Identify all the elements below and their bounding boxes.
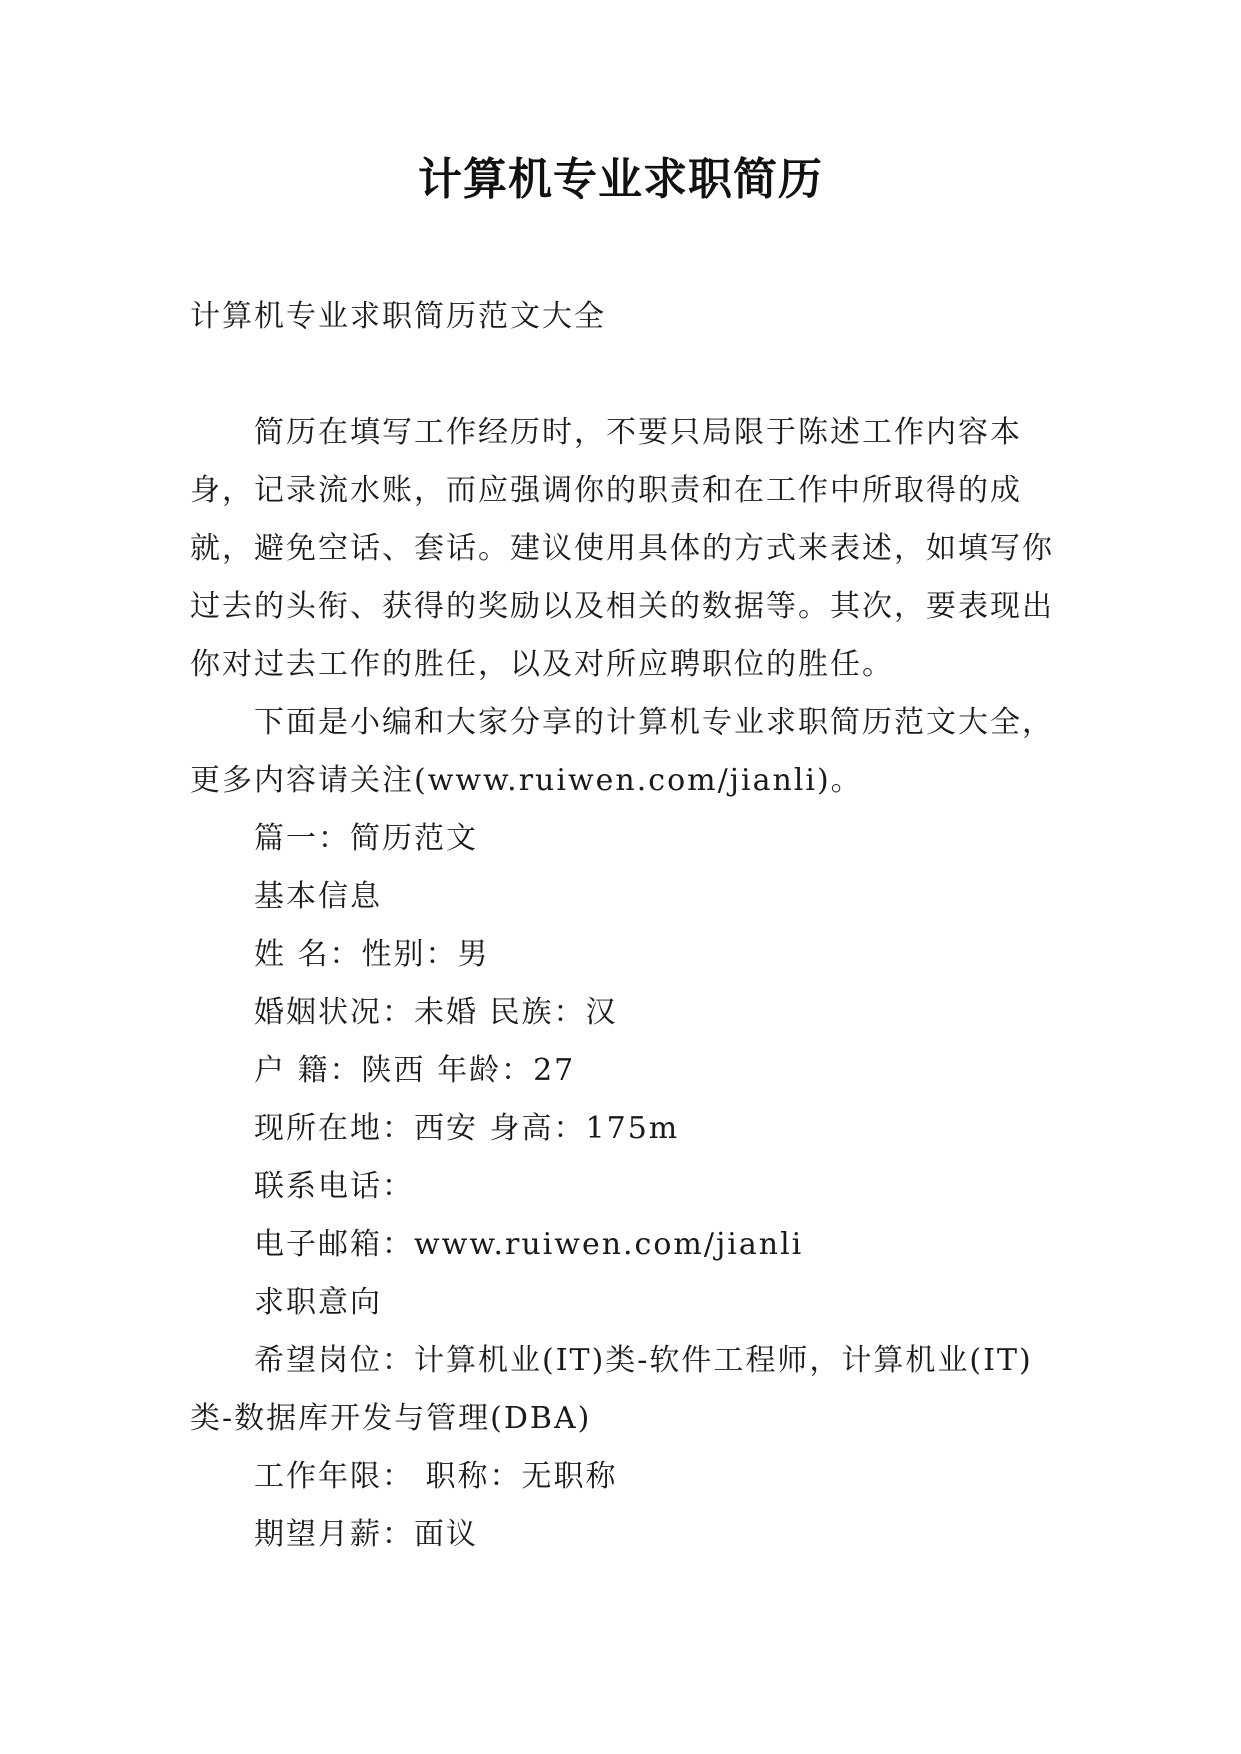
hukou-age-line: 户 籍：陕西 年龄：27 xyxy=(254,1053,576,1088)
desired-position-paragraph: 希望岗位：计算机业(IT)类-软件工程师，计算机业(IT)类-数据库开发与管理(DBA) xyxy=(190,1343,1033,1436)
document-subtitle: 计算机专业求职简历范文大全 xyxy=(190,299,606,334)
name-gender-line: 姓 名：性别：男 xyxy=(254,937,490,972)
expected-salary-line: 期望月薪：面议 xyxy=(254,1517,478,1552)
marital-ethnicity-line: 婚姻状况：未婚 民族：汉 xyxy=(254,995,618,1030)
email-line: 电子邮箱：www.ruiwen.com/jianli xyxy=(254,1227,804,1262)
location-height-line: 现所在地：西安 身高：175m xyxy=(254,1111,680,1146)
phone-line: 联系电话： xyxy=(254,1169,414,1204)
intro-paragraph: 简历在填写工作经历时，不要只局限于陈述工作内容本身，记录流水账，而应强调你的职责和在工作中所取得的成就，避免空话、套话。建议使用具体的方式来表述，如填写你过去的头衔、获得的奖励以及相关的数据等。其次，要表现出你对过去工作的胜任，以及对所应聘职位的胜任。 xyxy=(190,415,1054,682)
document-title: 计算机专业求职简历 xyxy=(418,154,823,205)
job-intention-heading: 求职意向 xyxy=(254,1285,382,1320)
share-paragraph: 下面是小编和大家分享的计算机专业求职简历范文大全，更多内容请关注(www.ruiwen.com/jianli)。 xyxy=(190,705,1054,798)
basic-info-heading: 基本信息 xyxy=(254,879,382,914)
section-label: 篇一：简历范文 xyxy=(254,821,478,856)
document-body xyxy=(190,288,1055,1564)
work-years-title-line: 工作年限： 职称：无职称 xyxy=(254,1459,618,1494)
